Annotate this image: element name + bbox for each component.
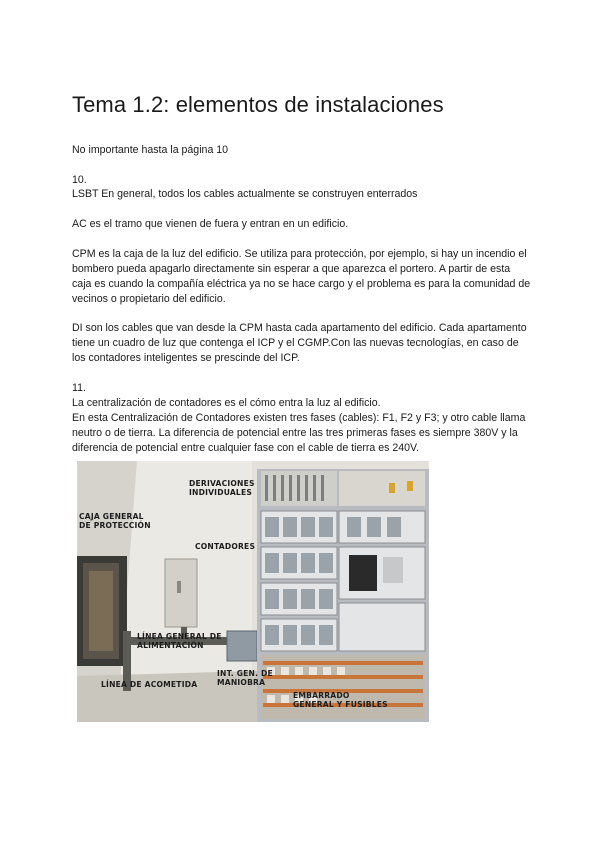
label-embarrado: EMBARRADO GENERAL Y FUSIBLES — [293, 691, 388, 710]
paragraph-fases: En esta Centralización de Contadores existen tres fases (cables): F1, F2 y F3; y otro cable llama neutro o de tierra. La diferencia de potencial entre las tres primeras fases es siempre 380V y la diferencia de potencial entre cualquier fase con el cable de tierra es 240V. — [72, 412, 526, 454]
section-number-11: 11. — [72, 382, 86, 394]
paragraph-intro: No importante hasta la página 10 — [72, 144, 229, 156]
page-title: Tema 1.2: elementos de instalaciones — [72, 92, 444, 117]
meter-room-photo — [77, 461, 429, 722]
label-caja-general: CAJA GENERAL DE PROTECCIÓN — [79, 512, 151, 531]
label-derivaciones: DERIVACIONES INDIVIDUALES — [189, 479, 255, 498]
paragraph-di: DI son los cables que van desde la CPM hasta cada apartamento del edificio. Cada apartamento tiene un cuadro de luz que contenga el ICP y el CGMP.Con las nuevas tecnologías, en caso de los contadores inteligentes se prescinde del ICP. — [72, 322, 527, 364]
paragraph-cpm: CPM es la caja de la luz del edificio. Se utiliza para protección, por ejemplo, si hay un incendio el bombero pueda apagarlo directamente sin esperar a que aparezca el portero. A partir de esta caja es cuando la compañía eléctrica ya no se hace cargo y el problema es para la comunidad de vecinos o propietario del edificio. — [72, 248, 531, 305]
paragraph-lsbt: LSBT En general, todos los cables actualmente se construyen enterrados — [72, 188, 418, 200]
label-int-gen-maniobra: INT. GEN. DE MANIOBRA — [217, 669, 273, 688]
label-contadores: CONTADORES — [195, 542, 256, 551]
section-number-10: 10. — [72, 174, 87, 186]
label-linea-general: LÍNEA GENERAL DE ALIMENTACIÓN — [137, 632, 222, 651]
paragraph-ac: AC es el tramo que vienen de fuera y entran en un edificio. — [72, 218, 349, 230]
paragraph-centralizacion: La centralización de contadores es el cómo entra la luz al edificio. — [72, 397, 381, 409]
label-acometida: LÍNEA DE ACOMETIDA — [101, 680, 198, 689]
